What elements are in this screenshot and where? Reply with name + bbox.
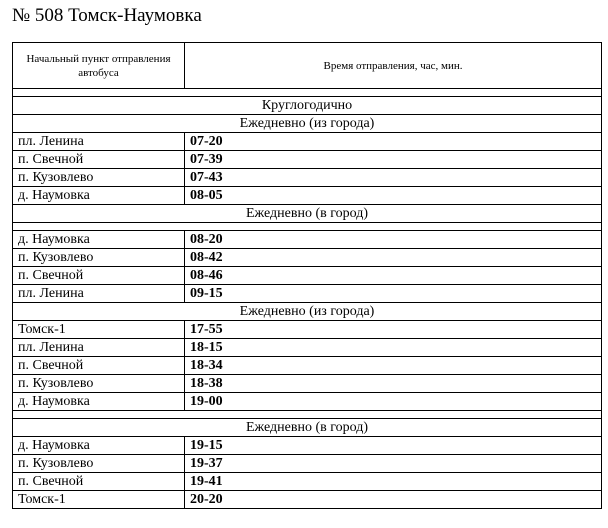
section-label: Ежедневно (в город) [13, 205, 602, 223]
section-label: Ежедневно (в город) [13, 419, 602, 437]
table-row [13, 187, 602, 205]
stop-cell: п. Свечной [13, 267, 185, 285]
stop-cell: п. Кузовлево [13, 375, 185, 393]
time-cell: 18-38 [185, 375, 602, 393]
spacer-row [13, 411, 602, 419]
table-row [13, 339, 602, 357]
table-row [13, 491, 602, 509]
table-row [13, 169, 602, 187]
time-cell: 17-55 [185, 321, 602, 339]
table-row [13, 393, 602, 411]
stop-cell: п. Свечной [13, 473, 185, 491]
table-row [13, 321, 602, 339]
stop-cell: п. Кузовлево [13, 169, 185, 187]
table-row [13, 151, 602, 169]
table-row [13, 357, 602, 375]
stop-cell: пл. Ленина [13, 285, 185, 303]
table-row [13, 455, 602, 473]
spacer-cell [13, 223, 602, 231]
time-cell: 07-43 [185, 169, 602, 187]
section-header [13, 205, 602, 223]
time-cell: 07-39 [185, 151, 602, 169]
table-row [13, 375, 602, 393]
header-departure-point: Начальный пункт отправления автобуса [13, 43, 185, 89]
section-label: Ежедневно (из города) [13, 303, 602, 321]
header-departure-time: Время отправления, час, мин. [185, 43, 602, 89]
table-row [13, 249, 602, 267]
table-row [13, 473, 602, 491]
table-row [13, 267, 602, 285]
time-cell: 19-41 [185, 473, 602, 491]
schedule-table [12, 42, 602, 509]
spacer-row [13, 223, 602, 231]
stop-cell: пл. Ленина [13, 133, 185, 151]
stop-cell: д. Наумовка [13, 437, 185, 455]
time-cell: 08-42 [185, 249, 602, 267]
stop-cell: п. Кузовлево [13, 249, 185, 267]
time-cell: 19-37 [185, 455, 602, 473]
time-cell: 18-34 [185, 357, 602, 375]
time-cell: 08-20 [185, 231, 602, 249]
section-header [13, 115, 602, 133]
table-row [13, 133, 602, 151]
page-title: № 508 Томск-Наумовка [12, 5, 202, 26]
table-row [13, 285, 602, 303]
table-row [13, 437, 602, 455]
section-header [13, 419, 602, 437]
stop-cell: п. Свечной [13, 151, 185, 169]
stop-cell: д. Наумовка [13, 393, 185, 411]
stop-cell: п. Кузовлево [13, 455, 185, 473]
section-header [13, 303, 602, 321]
stop-cell: п. Свечной [13, 357, 185, 375]
table-row [13, 231, 602, 249]
period-row [13, 97, 602, 115]
time-cell: 19-15 [185, 437, 602, 455]
time-cell: 19-00 [185, 393, 602, 411]
period-label: Круглогодично [13, 97, 602, 115]
stop-cell: д. Наумовка [13, 187, 185, 205]
spacer-row [13, 89, 602, 97]
spacer-cell [13, 411, 602, 419]
time-cell: 08-05 [185, 187, 602, 205]
time-cell: 18-15 [185, 339, 602, 357]
time-cell: 07-20 [185, 133, 602, 151]
spacer-cell [13, 89, 602, 97]
stop-cell: д. Наумовка [13, 231, 185, 249]
time-cell: 09-15 [185, 285, 602, 303]
time-cell: 20-20 [185, 491, 602, 509]
stop-cell: Томск-1 [13, 491, 185, 509]
table-header-row [13, 43, 602, 89]
section-label: Ежедневно (из города) [13, 115, 602, 133]
stop-cell: пл. Ленина [13, 339, 185, 357]
stop-cell: Томск-1 [13, 321, 185, 339]
time-cell: 08-46 [185, 267, 602, 285]
